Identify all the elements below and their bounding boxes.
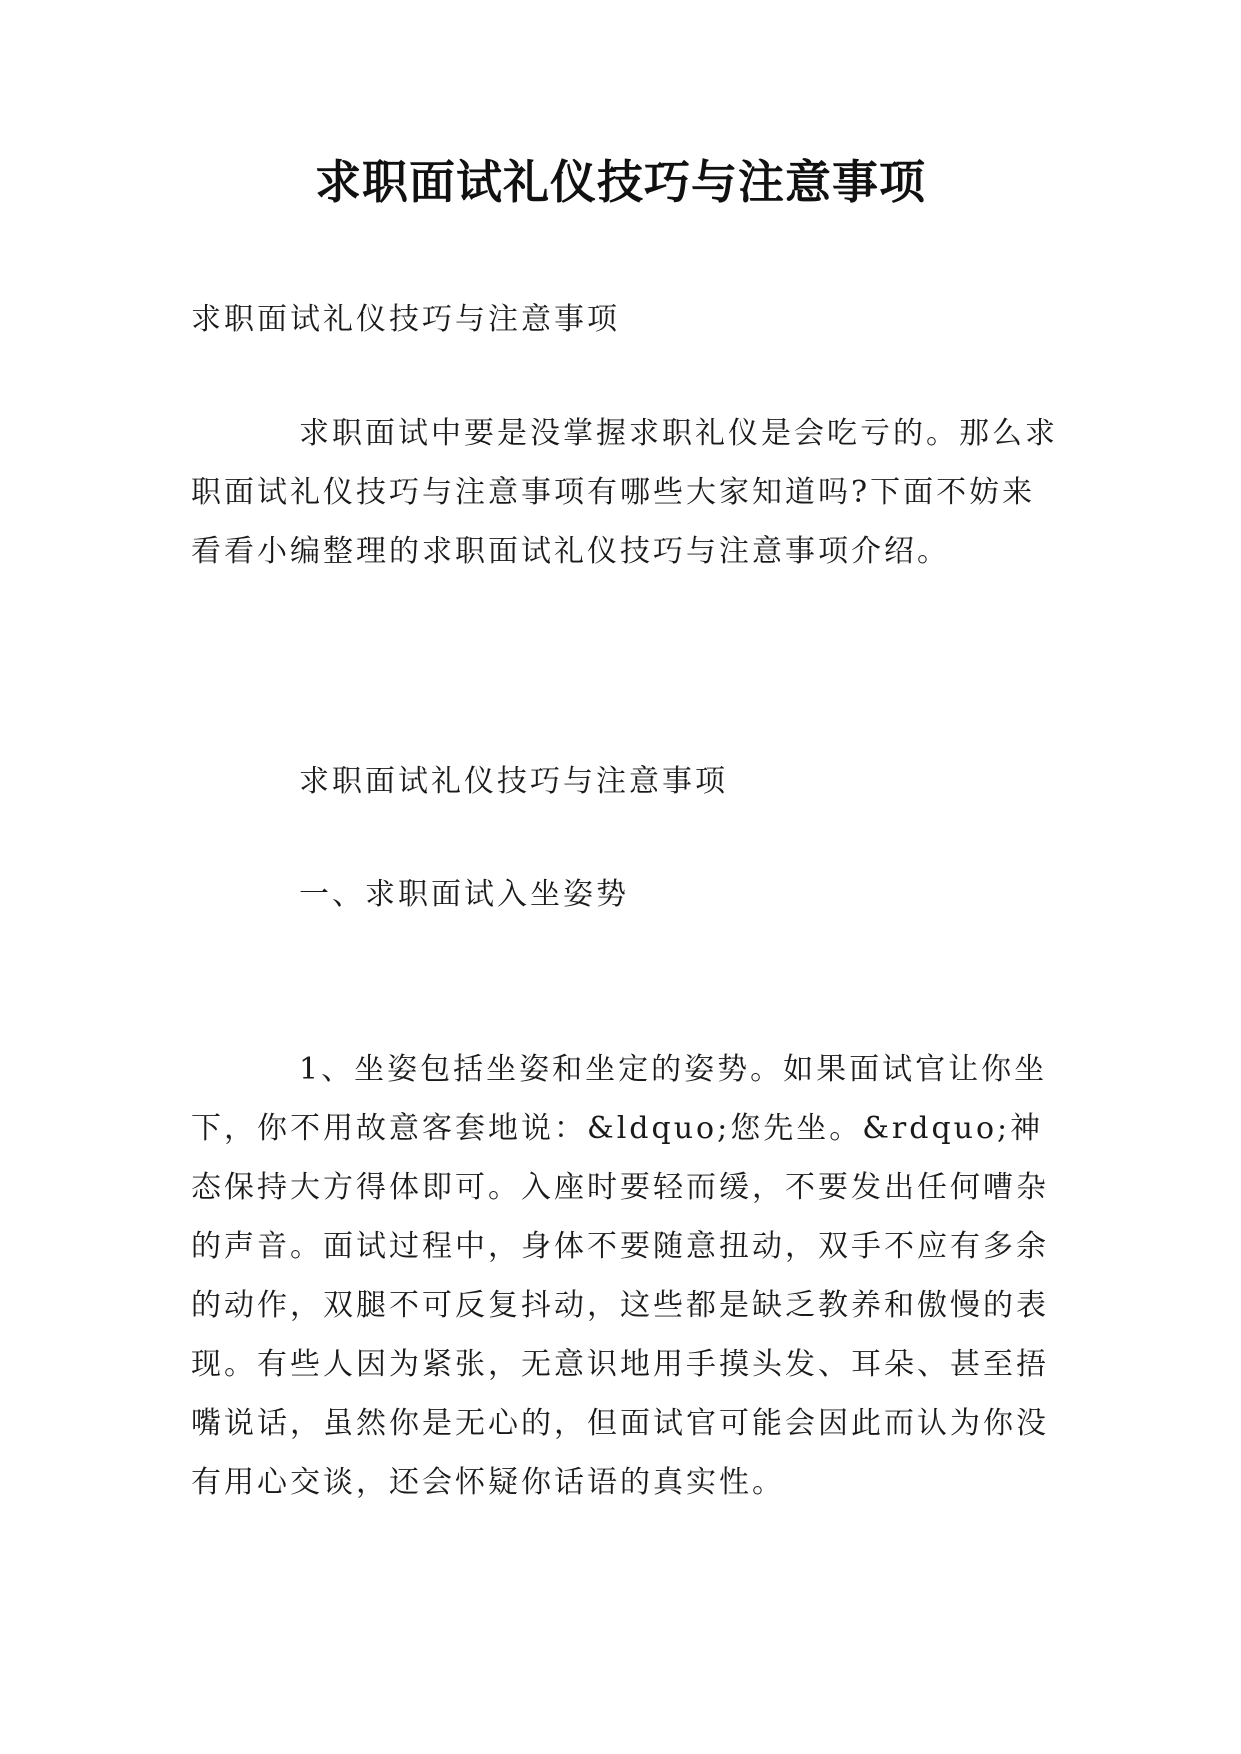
page-title: 求职面试礼仪技巧与注意事项 (315, 155, 926, 209)
document-subtitle: 求职面试礼仪技巧与注意事项 (191, 302, 620, 337)
section-one-paragraph: 1、坐姿包括坐姿和坐定的姿势。如果面试官让你坐下，你不用故意客套地说：&ldquo;您先坐。&rdquo;神态保持大方得体即可。入座时要轻而缓，不要发出任何嘈杂的声音。面试过程中，身体不要随意扭动，双手不应有多余的动作，双腿不可反复抖动，这些都是缺乏教养和傲慢的表现。有些人因为紧张，无意识地用手摸头发、耳朵、甚至捂嘴说话，虽然你是无心的，但面试官可能会因此而认为你没有用心交谈，还会怀疑你话语的真实性。 (191, 1052, 1049, 1500)
section-one-title: 一、求职面试入坐姿势 (299, 877, 629, 912)
intro-paragraph: 求职面试中要是没掌握求职礼仪是会吃亏的。那么求职面试礼仪技巧与注意事项有哪些大家知道吗?下面不妨来看看小编整理的求职面试礼仪技巧与注意事项介绍。 (191, 416, 1058, 569)
section-heading: 求职面试礼仪技巧与注意事项 (299, 764, 728, 799)
